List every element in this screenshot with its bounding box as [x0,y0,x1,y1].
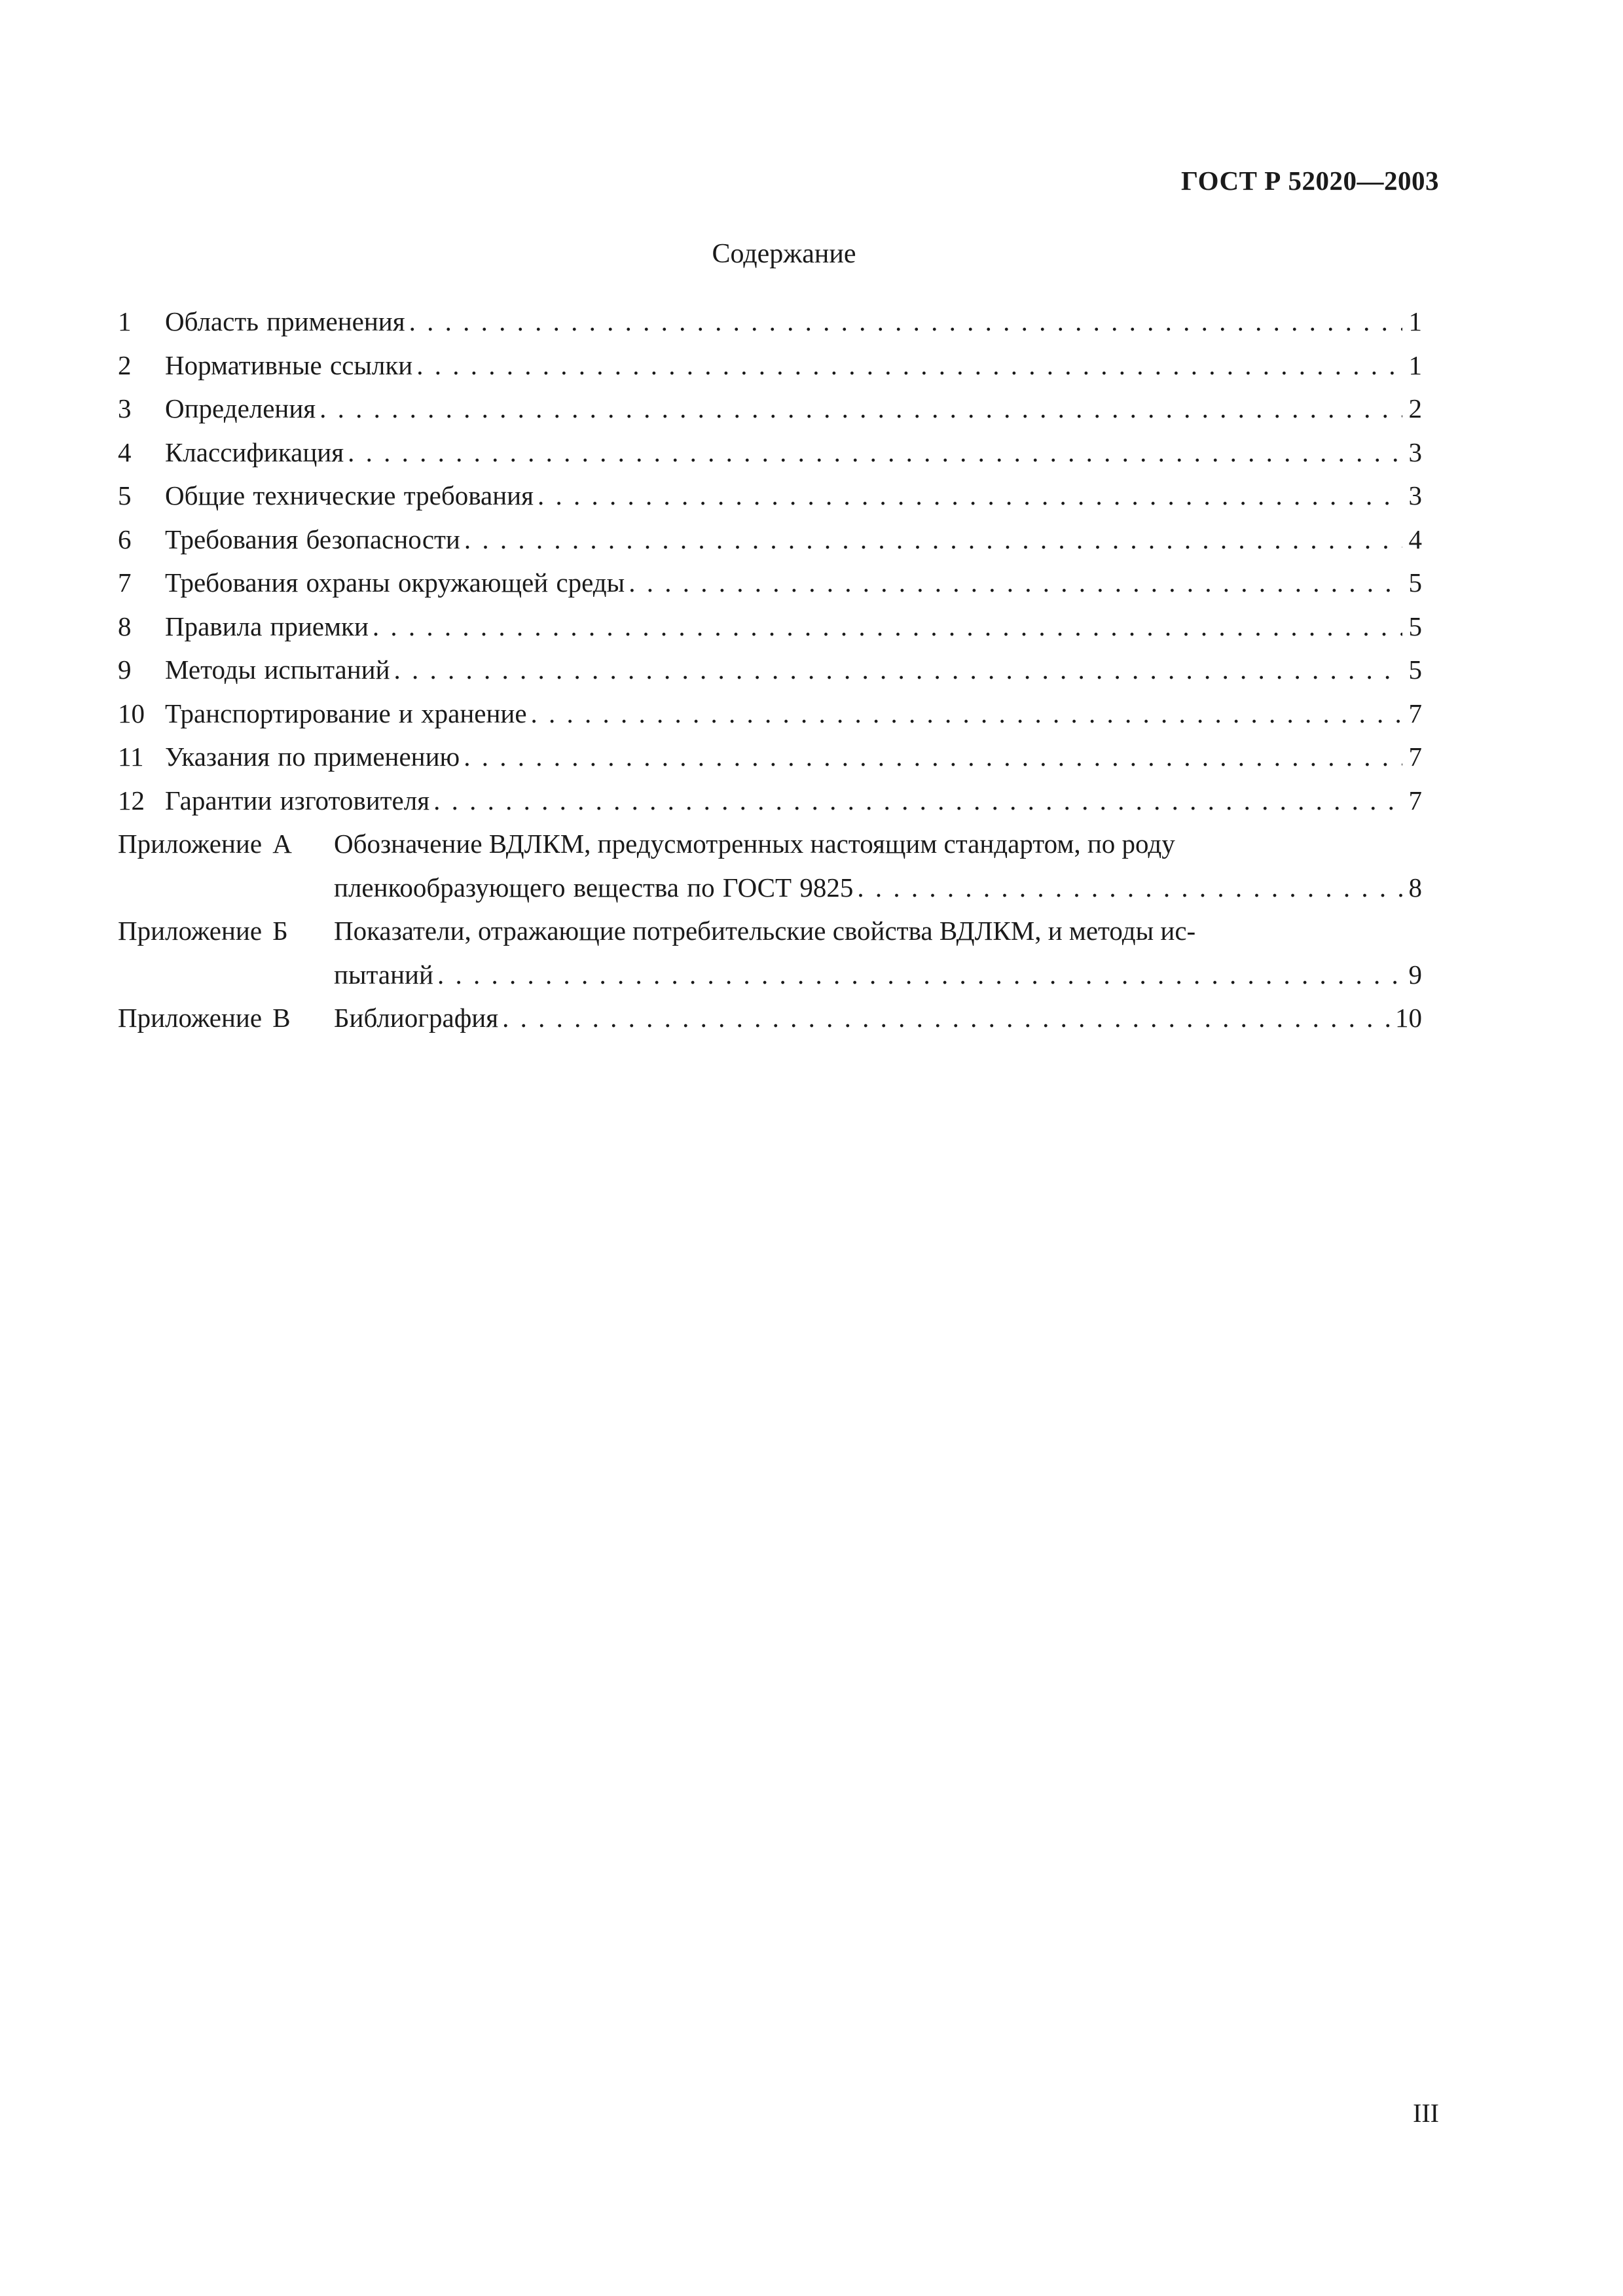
toc-entry-page: 1 [1408,306,1422,336]
toc-entry-title: Общие технические требования [165,480,534,511]
toc-entry-page: 1 [1408,350,1422,380]
appendix-title-line2: пытаний [334,959,433,990]
toc-entry-title: Указания по применению [165,742,460,772]
toc-entry-page: 5 [1408,611,1422,641]
toc-entry[interactable] [118,561,1422,605]
dot-leader [348,431,1402,475]
dot-leader [538,474,1402,518]
dot-leader [502,996,1390,1040]
toc-entry-number: 7 [118,567,132,598]
appendix-title-line1: Обозначение ВДЛКМ, предусмотренных настоящим стандартом, по роду [334,829,1175,859]
toc-entry-number: 8 [118,611,132,641]
toc-entry-title: Методы испытаний [165,655,390,685]
dot-leader [433,779,1402,823]
toc-entry[interactable] [118,605,1422,649]
toc-entry-page: 7 [1408,742,1422,772]
toc-entry-page: 8 [1408,872,1422,903]
dot-leader [437,953,1402,997]
toc-entry-title: Транспортирование и хранение [165,698,527,728]
toc-entry-number: 12 [118,785,145,816]
appendix-title-line2: пленкообразующего вещества по ГОСТ 9825 [334,872,854,903]
toc-entry-number: 10 [118,698,145,728]
toc-entry-page: 5 [1408,567,1422,598]
toc-entry-page: 7 [1408,698,1422,728]
toc-entry-number: 2 [118,350,132,380]
toc-title: Содержание [712,239,856,269]
dot-leader [464,735,1402,779]
toc-entry-title: Определения [165,393,316,423]
dot-leader [409,300,1402,344]
toc-entry[interactable] [118,648,1422,692]
toc-entry-number: 3 [118,393,132,423]
toc-entry[interactable] [118,735,1422,779]
appendix-label: Приложение Б [118,916,288,946]
appendix-title-line1: Библиография [334,1003,499,1033]
dot-leader [416,344,1402,387]
toc-entry-title: Требования охраны окружающей среды [165,567,625,598]
dot-leader [857,866,1402,910]
dot-leader [531,692,1402,736]
table-of-contents [118,300,1422,1040]
dot-leader [319,387,1402,431]
toc-entry-title: Классификация [165,437,344,467]
toc-entry[interactable] [118,431,1422,475]
toc-entry[interactable] [118,344,1422,387]
appendix-label: Приложение В [118,1003,291,1033]
toc-entry-number: 9 [118,655,132,685]
toc-entry-number: 1 [118,306,132,336]
toc-entry-title: Требования безопасности [165,524,460,554]
toc-appendix-entry[interactable] [118,996,1422,1040]
toc-entry-page: 4 [1408,524,1422,554]
toc-entry-page: 10 [1395,1003,1422,1033]
toc-entry[interactable] [118,474,1422,518]
dot-leader [464,518,1402,562]
toc-entry[interactable] [118,387,1422,431]
toc-entry-page: 3 [1408,437,1422,467]
toc-entry[interactable] [118,518,1422,562]
toc-appendix-entry[interactable] [118,822,1422,909]
appendix-label: Приложение А [118,829,292,859]
toc-entry-number: 11 [118,742,144,772]
page-number: III [1413,2098,1439,2128]
toc-entry[interactable] [118,779,1422,823]
toc-entry-number: 5 [118,480,132,511]
toc-entry-number: 4 [118,437,132,467]
toc-entry[interactable] [118,300,1422,344]
dot-leader [629,561,1402,605]
toc-entry-number: 6 [118,524,132,554]
toc-entry-title: Область применения [165,306,405,336]
toc-entry-page: 9 [1408,959,1422,990]
toc-entry[interactable] [118,692,1422,736]
toc-entry-page: 7 [1408,785,1422,816]
appendix-title-line1: Показатели, отражающие потребительские свойства ВДЛКМ, и методы ис- [334,916,1196,946]
dot-leader [373,605,1402,649]
document-code: ГОСТ Р 52020—2003 [1181,166,1439,196]
toc-entry-title: Нормативные ссылки [165,350,413,380]
toc-entry-page: 5 [1408,655,1422,685]
toc-entry-title: Гарантии изготовителя [165,785,430,816]
toc-entry-page: 2 [1408,393,1422,423]
dot-leader [394,648,1402,692]
toc-entry-page: 3 [1408,480,1422,511]
toc-appendix-entry[interactable] [118,909,1422,996]
toc-entry-title: Правила приемки [165,611,369,641]
